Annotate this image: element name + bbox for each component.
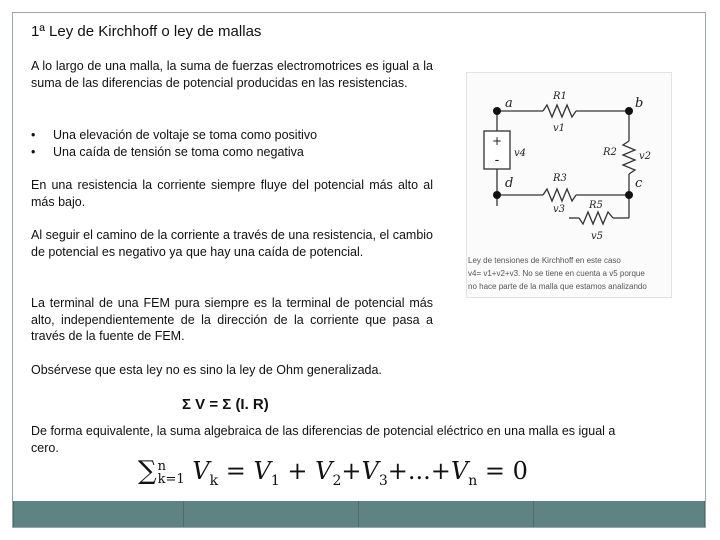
footer-divider xyxy=(13,501,14,527)
resistor-r1-zigzag xyxy=(543,105,576,117)
bullet-marker: • xyxy=(31,128,36,142)
node-a-label: a xyxy=(505,96,513,111)
footer-divider xyxy=(533,501,534,527)
formula-v3: V xyxy=(361,457,379,485)
node-a-dot xyxy=(493,107,501,115)
bullet-list xyxy=(31,127,317,160)
paragraph-mesh-law: A lo largo de una malla, la suma de fuerzas electromotrices es igual a la suma de las diferencias de potencial producidas en las resistencias. xyxy=(31,59,433,90)
formula-sigma: ∑ xyxy=(138,456,157,486)
formula-v1-sub: 1 xyxy=(270,472,280,489)
bullet-marker: • xyxy=(31,144,36,159)
formula-v2-sub: 2 xyxy=(332,472,342,489)
paragraph-fem-terminal: La terminal de una FEM pura siempre es la terminal de potencial más alto, independientemente de la dirección de la corriente que pasa a través de la fuente de FEM. xyxy=(31,296,433,343)
formula-lower-limit: k=1 xyxy=(157,471,185,487)
resistor-r5-zigzag xyxy=(579,212,613,224)
formula-plus: + xyxy=(341,457,362,485)
circuit-wires xyxy=(494,105,635,224)
r3-label: R3 xyxy=(553,173,567,184)
formula-term: V xyxy=(192,457,210,485)
bullet-text: Una caída de tensión se toma como negativa xyxy=(53,144,304,159)
paragraph-current-flow: En una resistencia la corriente siempre fluye del potencial más alto al más bajo. xyxy=(31,178,433,209)
slide-title: 1ª Ley de Kirchhoff o ley de mallas xyxy=(31,23,262,40)
figure-caption xyxy=(468,254,670,293)
formula-equals: = xyxy=(225,457,246,485)
v2-label: v2 xyxy=(639,151,652,162)
formula-general xyxy=(138,456,528,489)
formula-limits xyxy=(158,460,185,486)
node-d-label: d xyxy=(505,176,514,191)
v3-label: v3 xyxy=(553,204,566,215)
footer-bar-dividers xyxy=(13,501,705,527)
paragraph-ohm-generalized: Obsérvese que esta ley no es sino la ley de Ohm generalizada. xyxy=(31,363,382,377)
formula-upper-limit: n xyxy=(157,458,166,474)
paragraph-potential-drop: Al seguir el camino de la corriente a través de una resistencia, el cambio de potencial es negativo ya que hay una caída de potencial. xyxy=(31,228,433,259)
formula-vn: V xyxy=(450,457,469,485)
r2-label: R2 xyxy=(603,147,617,158)
formula-v3-sub: 3 xyxy=(378,472,388,489)
caption-line: v4= v1+v2+v3. No se tiene en cuenta a v5 porque xyxy=(468,269,645,278)
r1-label: R1 xyxy=(553,91,567,102)
source-plus-sign: + xyxy=(491,134,503,148)
footer-divider xyxy=(704,501,705,527)
node-b-dot xyxy=(625,107,633,115)
node-c-label: c xyxy=(635,176,643,191)
formula-sum: Σ V = Σ (I. R) xyxy=(182,396,269,413)
node-b-label: b xyxy=(635,96,644,111)
bullet-item xyxy=(31,127,317,144)
formula-term-sub: k xyxy=(209,472,219,489)
resistor-r2-zigzag xyxy=(623,141,635,174)
paragraph-algebraic-sum: De forma equivalente, la suma algebraica de las diferencias de potencial eléctrico en una malla es igual a cero. xyxy=(31,424,616,455)
caption-line: Ley de tensiones de Kirchhoff en este caso xyxy=(468,256,621,265)
node-d-dot xyxy=(493,191,501,199)
bullet-item xyxy=(31,144,317,161)
v4-label: v4 xyxy=(514,148,527,159)
formula-v1: V xyxy=(253,457,271,485)
v1-label: v1 xyxy=(553,123,566,134)
source-minus-sign: - xyxy=(494,153,500,168)
formula-dots: +...+ xyxy=(387,457,451,485)
footer-divider xyxy=(358,501,359,527)
resistor-r3-zigzag xyxy=(543,189,576,201)
formula-v2: V xyxy=(315,457,333,485)
v5-label: v5 xyxy=(591,231,604,242)
formula-plus: + xyxy=(287,457,308,485)
caption-line: no hace parte de la malla que estamos analizando xyxy=(468,282,647,291)
formula-vn-sub: n xyxy=(468,472,478,489)
node-c-dot xyxy=(625,191,633,199)
footer-divider xyxy=(183,501,184,527)
bullet-text: Una elevación de voltaje se toma como positivo xyxy=(53,128,318,142)
formula-result: = 0 xyxy=(484,457,528,485)
r5-label: R5 xyxy=(589,200,603,211)
